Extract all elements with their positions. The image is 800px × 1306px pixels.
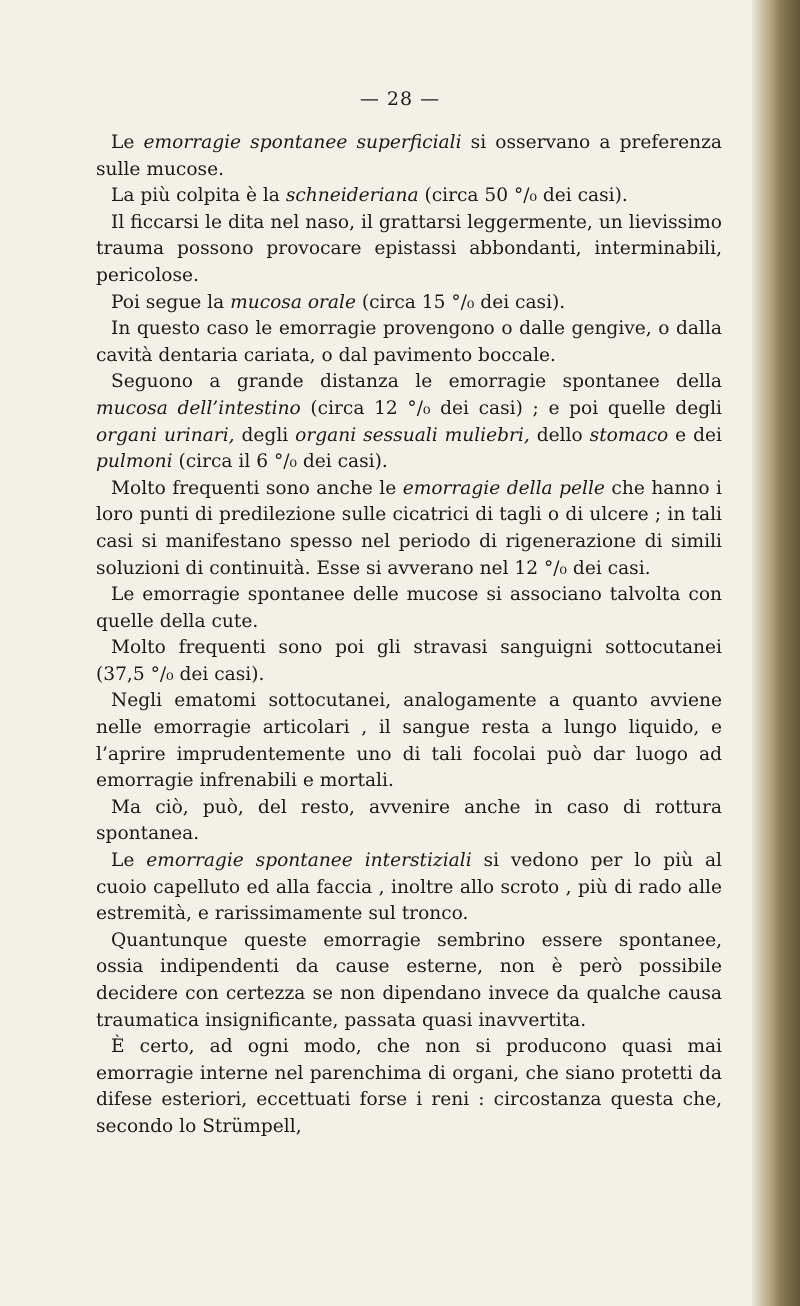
text-run: e dei [668, 424, 722, 446]
italic-term: organi urinari, [96, 424, 235, 446]
page-number: — 28 — [359, 88, 441, 110]
text-run: Ma ciò, può, del resto, avvenire anche in caso di rottura spontanea. [96, 796, 722, 845]
paragraph [96, 183, 722, 210]
italic-term: mucosa dell’intestino [96, 397, 301, 419]
italic-term: mucosa orale [230, 291, 356, 313]
paragraph [96, 795, 722, 848]
text-run: Negli ematomi sottocutanei, analogamente a quanto avviene nelle emorragie articolari , il sangue resta a lungo liquido, e l’aprire imprudentemente uno di tali focolai può dar luogo ad emorragie infrenabili e mortali. [96, 690, 722, 792]
text-run: Quantunque queste emorragie sembrino essere spontanee, ossia indipendenti da cause esterne, non è però possibile decidere con certezza se non dipendano invece da qualche causa traumatica insignificante, passata quasi inavvertita. [96, 929, 722, 1031]
text-run: Le [111, 850, 147, 872]
italic-term: emorragie della pelle [402, 477, 605, 499]
text-run: Le emorragie spontanee delle mucose si associano talvolta con quelle della cute. [96, 584, 722, 632]
text-run: (circa 15 °/₀ dei casi). [355, 291, 566, 313]
text-run: dello [529, 424, 590, 446]
paragraph [96, 210, 722, 290]
text-run: (circa il 6 °/₀ dei casi). [172, 451, 388, 473]
italic-term: organi sessuali muliebri, [295, 424, 530, 446]
text-run: Le [111, 132, 144, 153]
italic-term: schneideriana [285, 185, 419, 207]
text-run: (circa 12 °/₀ dei casi) ; e poi quelle degli [300, 397, 722, 419]
text-run: degli [234, 424, 296, 446]
text-run: che hanno i loro punti di predilezione sulle cicatrici di tagli o di ulcere ; in tali casi si manifestano spesso nel periodo di rigenerazione di simili soluzioni di continuità. Esse si avverano nel 12 °/₀ dei casi. [96, 477, 722, 579]
text-run: La più colpita è la [111, 185, 286, 207]
text-run: In questo caso le emorragie provengono o dalle gengive, o dalla cavità dentaria cariata, o dal pavimento boccale. [96, 318, 722, 366]
text-run: Seguono a grande distanza le emorragie spontanee della [111, 371, 722, 393]
text-run: Il ficcarsi le dita nel naso, il grattarsi leggermente, un lievissimo trauma possono provocare epistassi abbondanti, interminabili, pericolose. [96, 211, 722, 286]
text-run: Poi segue la [111, 291, 231, 313]
paragraph [96, 290, 722, 317]
page-edge [752, 0, 800, 1306]
italic-term: pulmoni [96, 451, 173, 473]
paragraph [96, 848, 722, 928]
text-run: Molto frequenti sono anche le [111, 477, 403, 499]
paragraph [96, 582, 722, 635]
paragraph [96, 476, 722, 582]
paragraph [96, 130, 722, 183]
text-run: si vedono per lo più al cuoio capelluto ed alla faccia , inoltre allo scroto , più di rado alle estremità, e rarissimamente sul tronco. [96, 850, 722, 925]
italic-term: emorragie spontanee interstiziali [146, 850, 472, 872]
text-run: (circa 50 °/₀ dei casi). [418, 185, 628, 207]
italic-term: emorragie spontanee superficiali [143, 132, 462, 153]
paragraph [96, 369, 722, 475]
text-run: si osservano a preferenza sulle mucose. [96, 132, 723, 180]
body-text [96, 130, 722, 1141]
paragraph [96, 928, 722, 1034]
paragraph [96, 635, 722, 688]
text-run: Molto frequenti sono poi gli stravasi sanguigni sottocutanei (37,5 °/₀ dei casi). [96, 637, 722, 685]
italic-term: stomaco [589, 424, 669, 446]
paragraph [96, 1034, 722, 1140]
paragraph [96, 688, 722, 794]
paragraph [96, 316, 722, 369]
text-run: È certo, ad ogni modo, che non si producono quasi mai emorragie interne nel parenchima di organi, che siano protetti da difese esteriori, eccettuati forse i reni : circostanza questa che, secondo lo Strümpell, [96, 1036, 722, 1137]
